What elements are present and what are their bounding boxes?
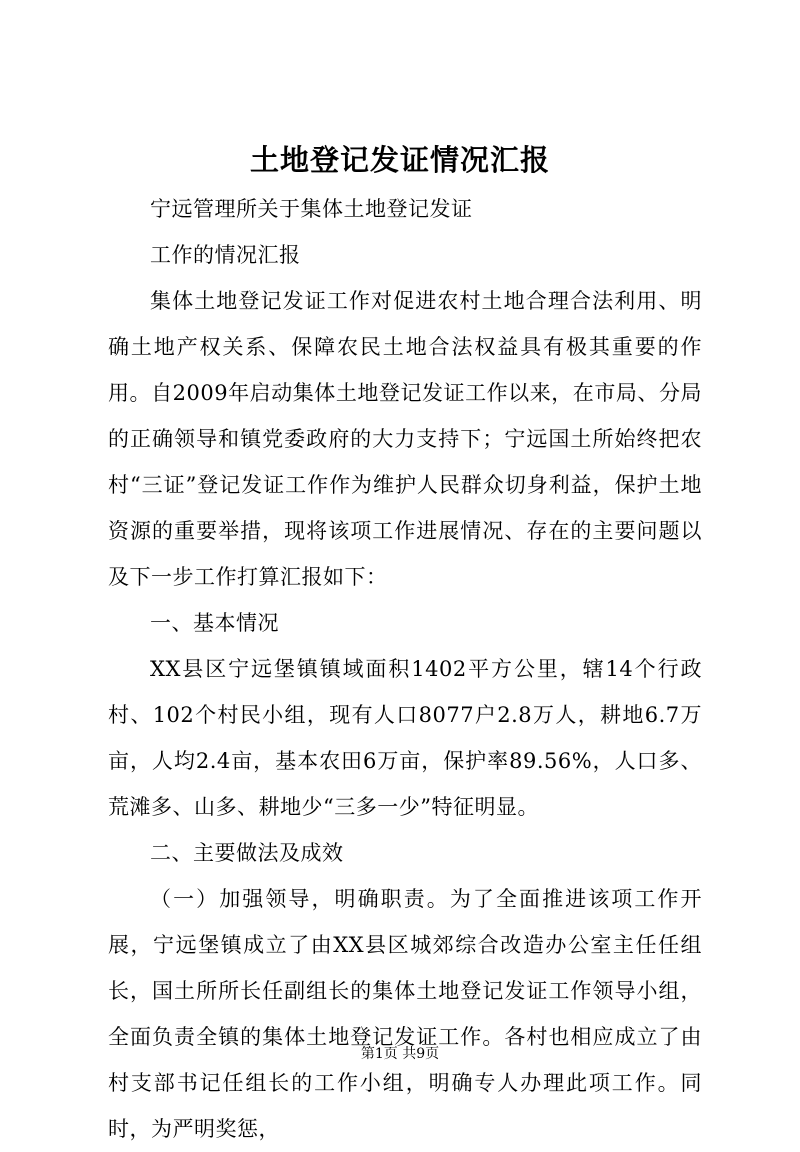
paragraph: 集体土地登记发证工作对促进农村土地合理合法利用、明确土地产权关系、保障农民土地合法权益具有极其重要的作用。自2009年启动集体土地登记发证工作以来，在市局、分局的正确领导和镇党委政府的大力支持下；宁远国土所始终把农村“三证”登记发证工作作为维护人民群众切身利益，保护土地资源的重要举措，现将该项工作进展情况、存在的主要问题以及下一步工作打算汇报如下： [108,289,702,589]
paragraph: 宁远管理所关于集体土地登记发证 [150,197,473,221]
paragraph: 工作的情况汇报 [150,243,301,267]
section-heading: 一、基本情况 [150,611,279,635]
section-heading: 二、主要做法及成效 [150,841,344,865]
page-footer: 第1页 共9页 [360,1046,440,1062]
document-title: 土地登记发证情况汇报 [249,143,550,177]
paragraph: XX县区宁远堡镇镇域面积1402平方公里，辖14个行政村、102个村民小组，现有人口8077户2.8万人，耕地6.7万亩，人均2.4亩，基本农田6万亩，保护率89.56%，人口多、荒滩多、山多、耕地少“三多一少”特征明显。 [108,657,702,819]
document-body [108,186,702,1152]
paragraph: （一）加强领导，明确职责。为了全面推进该项工作开展，宁远堡镇成立了由XX县区城郊综合改造办公室主任任组长，国土所所长任副组长的集体土地登记发证工作领导小组，全面负责全镇的集体土地登记发证工作。各村也相应成立了由村支部书记任组长的工作小组，明确专人办理此项工作。同时，为严明奖惩， [108,887,702,1141]
